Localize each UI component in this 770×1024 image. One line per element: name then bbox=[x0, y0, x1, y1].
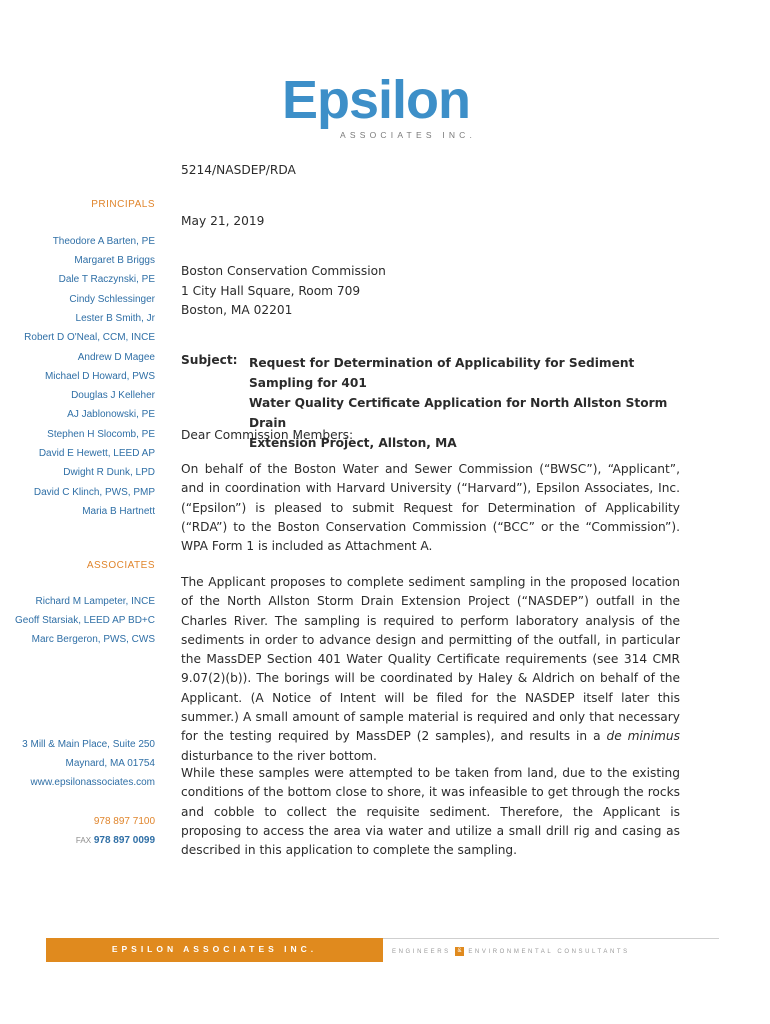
phone-number: 978 897 7100 bbox=[93, 816, 155, 827]
subject-line: Extension Project, Allston, MA bbox=[249, 436, 457, 450]
principal-name: Dale T Raczynski, PE bbox=[58, 274, 155, 285]
subject-line: Water Quality Certificate Application for North Allston Storm Drain bbox=[249, 396, 668, 430]
fax-number: 978 897 0099 bbox=[93, 835, 155, 846]
epsilon-logo bbox=[282, 70, 502, 146]
principals-heading: PRINCIPALS bbox=[91, 199, 155, 210]
paragraph-sampling bbox=[181, 573, 680, 766]
salutation: Dear Commission Members: bbox=[181, 428, 354, 442]
logo-wordmark: Epsilon bbox=[282, 70, 471, 130]
subject-label: Subject: bbox=[181, 353, 238, 367]
ampersand-box: & bbox=[455, 947, 464, 956]
principal-name: Theodore A Barten, PE bbox=[52, 236, 155, 247]
principal-name: Michael D Howard, PWS bbox=[44, 371, 155, 382]
principal-name: Douglas J Kelleher bbox=[71, 390, 155, 401]
footer-tag-consultants: ENVIRONMENTAL CONSULTANTS bbox=[468, 949, 630, 956]
principal-name: Lester B Smith, Jr bbox=[75, 313, 155, 324]
fax-line bbox=[76, 835, 155, 846]
letter-date: May 21, 2019 bbox=[181, 214, 265, 228]
footer-tag-engineers: ENGINEERS bbox=[392, 949, 451, 956]
principal-name: David C Klinch, PWS, PMP bbox=[33, 487, 155, 498]
recipient-line: Boston Conservation Commission bbox=[181, 264, 386, 278]
associate-name: Geoff Starsiak, LEED AP BD+C bbox=[15, 615, 155, 626]
footer-tagline bbox=[392, 947, 630, 956]
principal-name: AJ Jablonowski, PE bbox=[67, 409, 155, 420]
latin-term: de minimus bbox=[606, 729, 680, 744]
associate-name: Marc Bergeron, PWS, CWS bbox=[31, 634, 155, 645]
principal-name: Andrew D Magee bbox=[77, 352, 155, 363]
footer-divider bbox=[383, 938, 719, 939]
recipient-line: Boston, MA 02201 bbox=[181, 303, 293, 317]
reference-number: 5214/NASDEP/RDA bbox=[181, 163, 296, 177]
fax-label: FAX bbox=[75, 836, 92, 845]
office-address-line2: Maynard, MA 01754 bbox=[65, 758, 155, 769]
principal-name: Stephen H Slocomb, PE bbox=[47, 429, 155, 440]
logo-subtitle: ASSOCIATES INC. bbox=[340, 130, 477, 140]
associates-heading: ASSOCIATES bbox=[86, 560, 155, 571]
principal-name: Margaret B Briggs bbox=[74, 255, 155, 266]
principal-name: Maria B Hartnett bbox=[82, 506, 155, 517]
website-link[interactable]: www.epsilonassociates.com bbox=[30, 777, 155, 788]
footer-bar bbox=[46, 938, 383, 962]
associate-name: Richard M Lampeter, INCE bbox=[35, 596, 155, 607]
paragraph-sampling-end: disturbance to the river bottom. bbox=[181, 748, 377, 763]
principal-name: Robert D O'Neal, CCM, INCE bbox=[24, 332, 155, 343]
paragraph-intro: On behalf of the Boston Water and Sewer Commission (“BWSC”), “Applicant”, and in coordination with Harvard University (“Harvard”), Epsilon Associates, Inc. (“Epsilon”) is pleased to submit Request for Determination of Applicability (“RDA”) to the Boston Conservation Commission (“BCC” or the “Commission”). WPA Form 1 is included as Attachment A. bbox=[181, 462, 680, 554]
principal-name: Dwight R Dunk, LPD bbox=[63, 467, 155, 478]
paragraph-access: While these samples were attempted to be taken from land, due to the existing conditions of the bottom close to shore, it was infeasible to get through the rocks and cobble to collect the requisite sediment. Therefore, the Applicant is proposing to access the area via water and utilize a small drill rig and casing as described in this application to complete the sampling. bbox=[181, 766, 680, 858]
paragraph-sampling-text: The Applicant proposes to complete sediment sampling in the proposed location of the North Allston Storm Drain Extension Project (“NASDEP”) outfall in the Charles River. The sampling is required to perform laboratory analysis of the sediments in order to advance design and permitting of the outfall, in particular the MassDEP Section 401 Water Quality Certificate requirements (see 314 CMR 9.07(2)(b)). The borings will be coordinated by Haley & Aldrich on behalf of the Applicant. (A Notice of Intent will be filed for the NASDEP itself later this summer.) A small amount of sample material is required and only that necessary for the testing required by MassDEP (2 samples), and results in a bbox=[181, 575, 680, 744]
principal-name: Cindy Schlessinger bbox=[69, 294, 155, 305]
principal-name: David E Hewett, LEED AP bbox=[38, 448, 155, 459]
footer-company-name: EPSILON ASSOCIATES INC. bbox=[111, 944, 318, 954]
subject-line: Request for Determination of Applicability for Sediment Sampling for 401 bbox=[249, 356, 635, 390]
recipient-line: 1 City Hall Square, Room 709 bbox=[181, 284, 361, 298]
office-address-line1: 3 Mill & Main Place, Suite 250 bbox=[22, 739, 155, 750]
